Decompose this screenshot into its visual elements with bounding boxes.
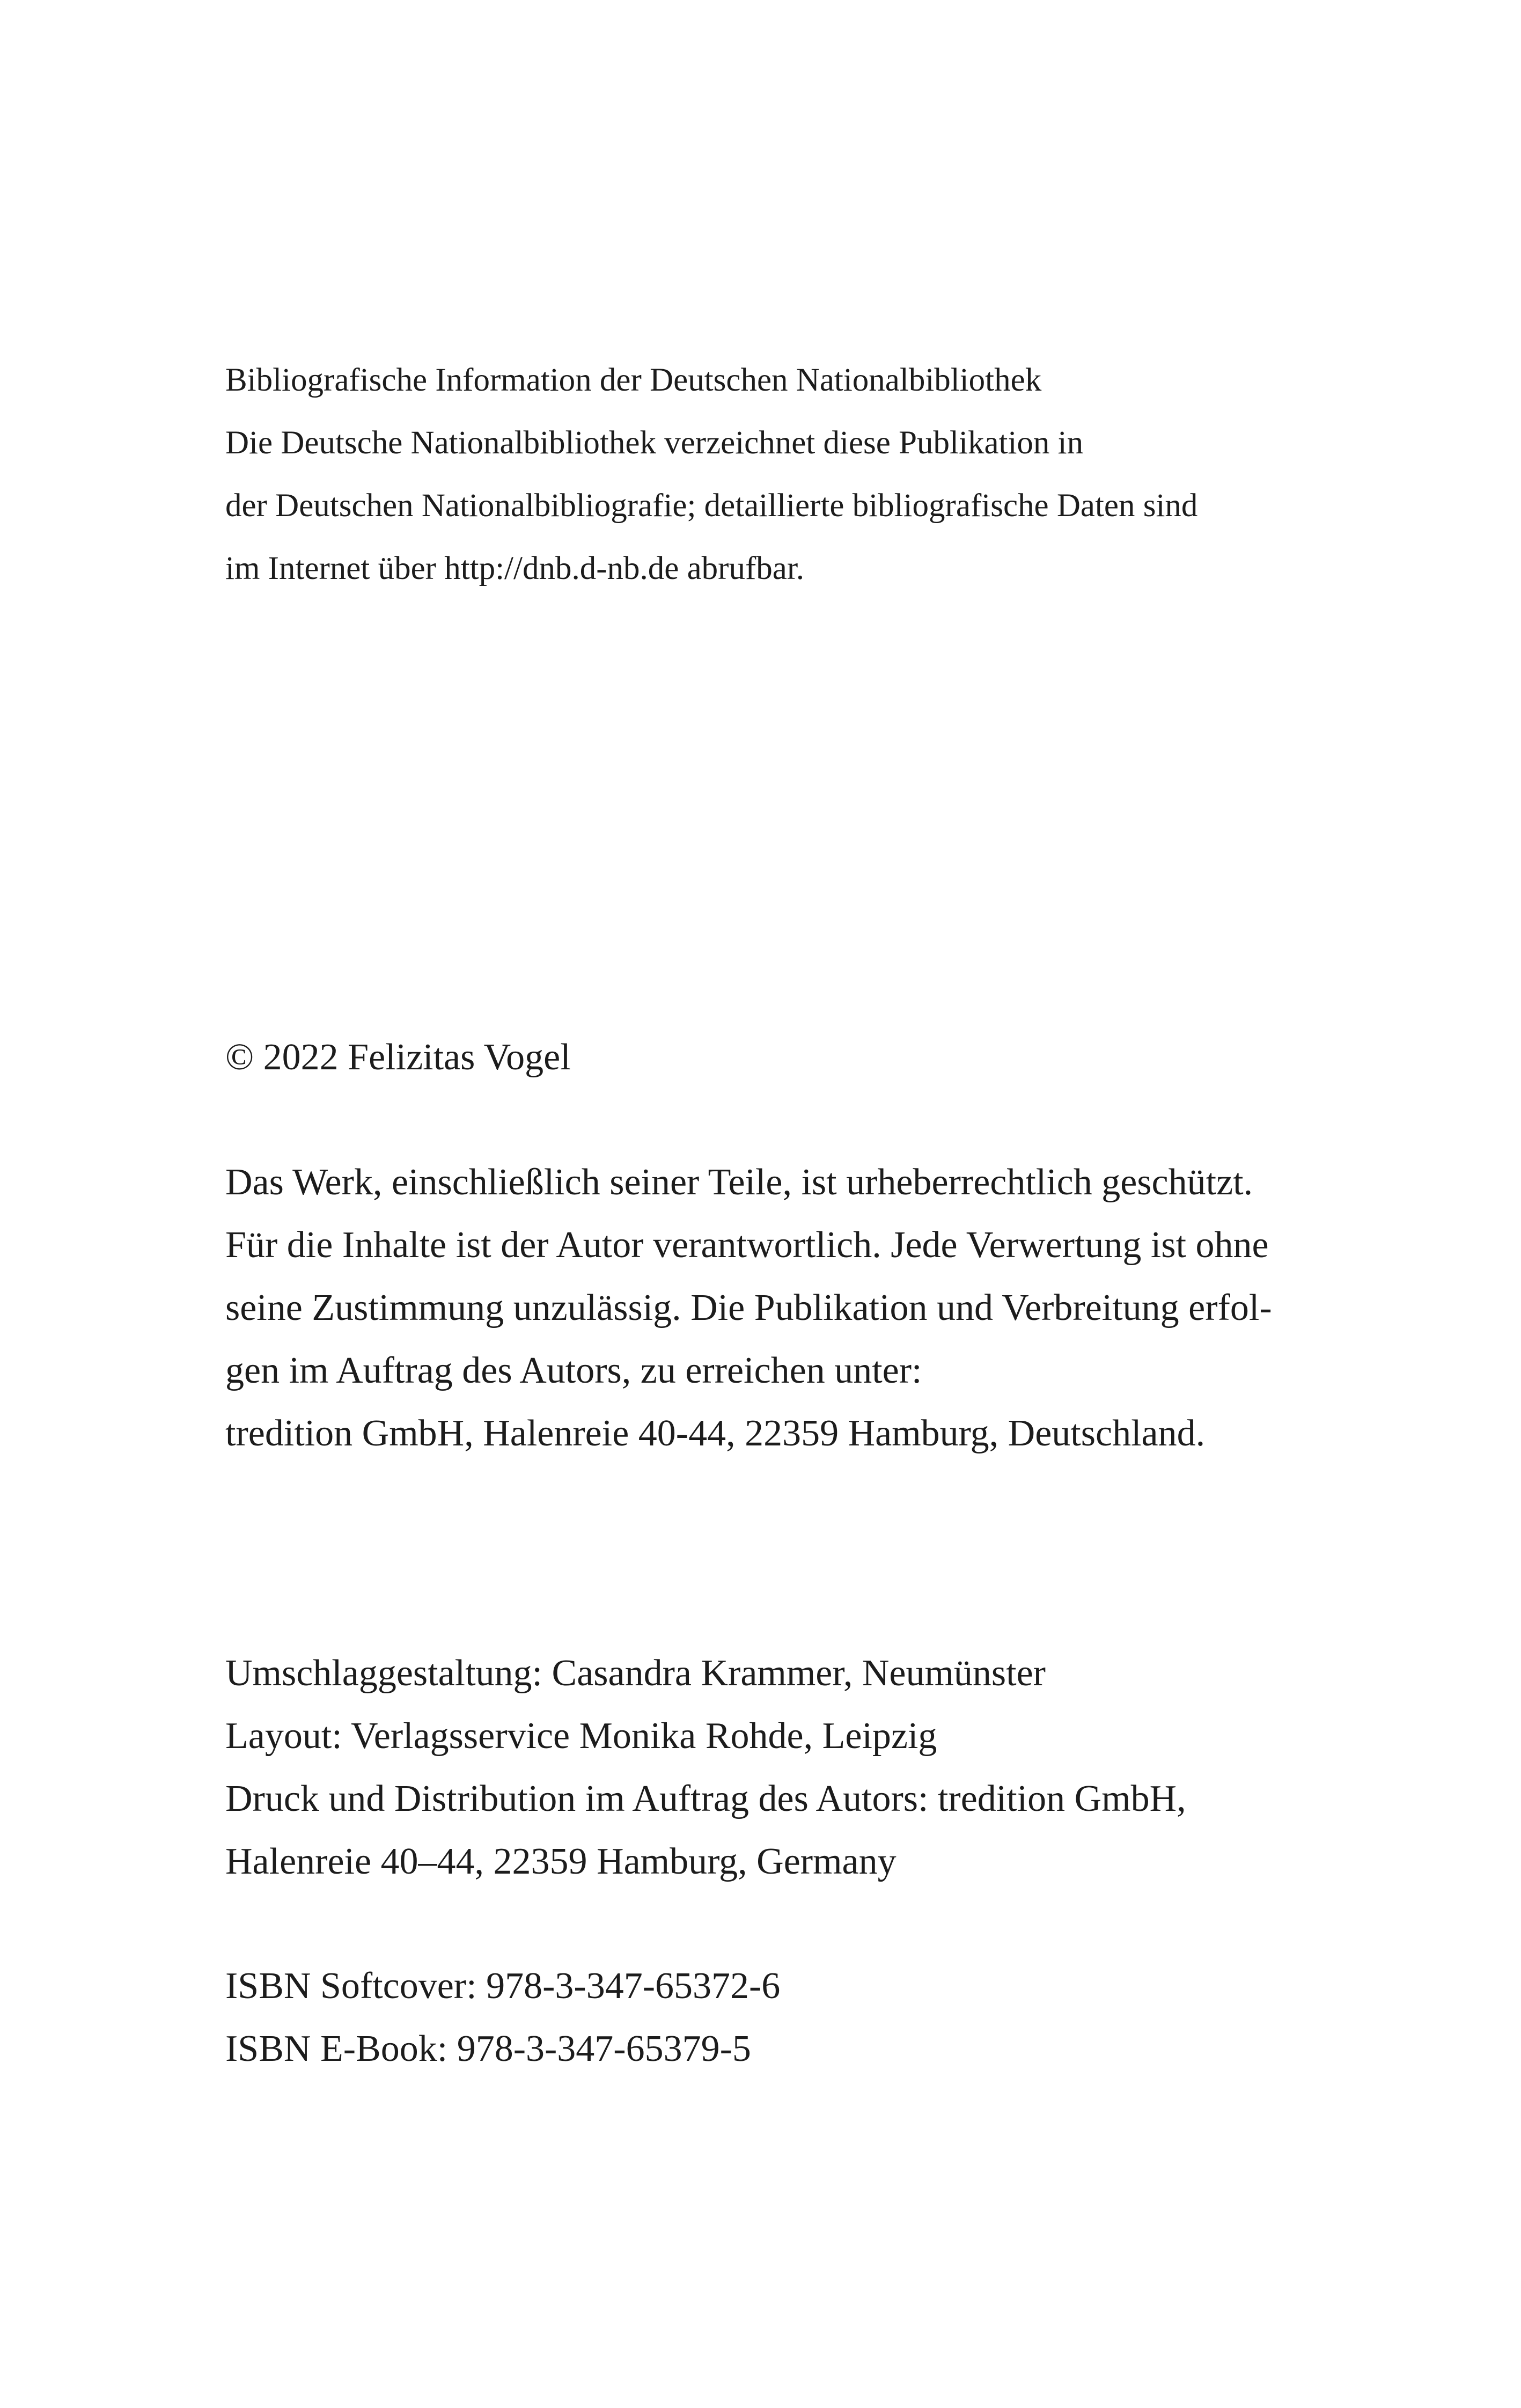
copyright-notice: [225, 1026, 571, 1089]
rights-line: Für die Inhalte ist der Autor verantwortlich. Jede Verwertung ist ohne: [225, 1224, 1269, 1266]
distribution-credit: Druck und Distribution im Auftrag des Autors: tredition GmbH,: [225, 1778, 1186, 1819]
bibliographic-line: der Deutschen Nationalbibliografie; detaillierte bibliografische Daten sind: [225, 488, 1198, 524]
layout-credit: Layout: Verlagsservice Monika Rohde, Leipzig: [225, 1715, 937, 1757]
rights-line: seine Zustimmung unzulässig. Die Publikation und Verbreitung erfol-: [225, 1287, 1272, 1328]
production-credits: [225, 1642, 1186, 1893]
isbn-ebook: ISBN E-Book: 978-3-347-65379-5: [225, 2028, 751, 2069]
rights-line: Das Werk, einschließlich seiner Teile, ist urheberrechtlich geschützt.: [225, 1162, 1253, 1203]
bibliographic-information: [225, 349, 1197, 600]
isbn-block: [225, 1955, 780, 2080]
bibliographic-line: im Internet über http://dnb.d-nb.de abrufbar.: [225, 550, 805, 586]
copyright-line: © 2022 Felizitas Vogel: [225, 1037, 571, 1078]
bibliographic-heading: Bibliografische Information der Deutschen Nationalbibliothek: [225, 362, 1042, 398]
distribution-address: Halenreie 40–44, 22359 Hamburg, Germany: [225, 1841, 897, 1882]
isbn-softcover: ISBN Softcover: 978-3-347-65372-6: [225, 1965, 781, 2007]
cover-design-credit: Umschlaggestaltung: Casandra Krammer, Neumünster: [225, 1653, 1046, 1694]
rights-line: gen im Auftrag des Autors, zu erreichen unter:: [225, 1350, 922, 1391]
publisher-address: tredition GmbH, Halenreie 40-44, 22359 Hamburg, Deutschland.: [225, 1413, 1206, 1454]
bibliographic-line: Die Deutsche Nationalbibliothek verzeichnet diese Publikation in: [225, 425, 1084, 461]
rights-statement: [225, 1151, 1272, 1465]
